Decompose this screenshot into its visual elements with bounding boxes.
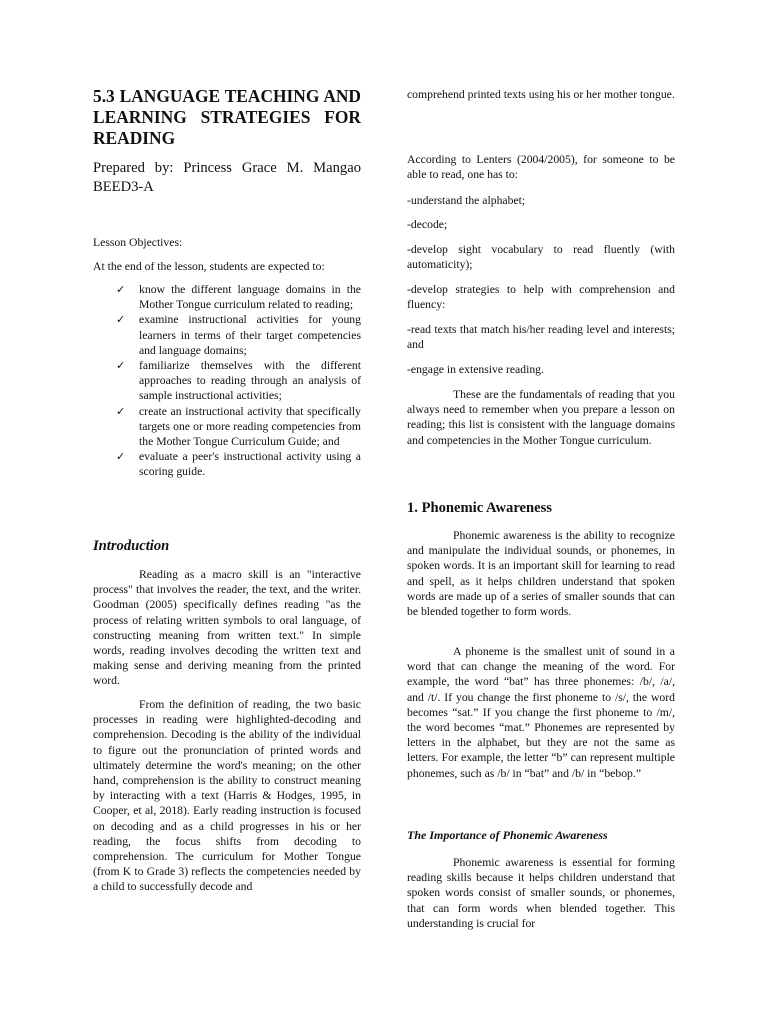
lenters-intro: According to Lenters (2004/2005), for someone to be able to read, one has to: <box>407 153 675 182</box>
phonemic-paragraph-2: A phoneme is the smallest unit of sound in a word that can change the meaning of the word. For example, the word “bat” has three phonemes: /b/, /a/, and /t/. If you change the first phoneme to /s/, the word becomes “sat.” If you change the first phoneme to /m/, the word becomes “mat.” Phonemes are represented by letters in the alphabet, but they are not the same as letters. For example, the letter “b” can represent multiple phonemes, such as /b/ in “bat” and /b/ in “bebop.” <box>407 645 675 780</box>
lenters-item: -read texts that match his/her reading level and interests; and <box>407 323 675 352</box>
lenters-item: -engage in extensive reading. <box>407 363 544 376</box>
importance-heading: The Importance of Phonemic Awareness <box>407 828 608 842</box>
list-item: ✓ evaluate a peer's instructional activity using a scoring guide. <box>116 450 361 479</box>
fundamentals-paragraph: These are the fundamentals of reading that you always need to remember when you prepare a lesson on reading; this list is consistent with the language domains and competencies in the Mother Tongue curriculum. <box>407 388 675 447</box>
checkmark-icon: ✓ <box>116 359 126 373</box>
lenters-item: -understand the alphabet; <box>407 194 526 207</box>
introduction-paragraph-2: From the definition of reading, the two basic processes in reading were highlighted-decoding and comprehension. Decoding is the ability of the individual to figure out the pronunciation of printed words and ultimately determine the word's meaning; on the other hand, comprehension is the ability to construct meaning by interacting with a text (Harris & Hodges, 1995, in Cooper, et al, 2018). Early reading instruction is focused on decoding and as a child progresses in his or her reading, the focus shifts from decoding to comprehension. The curriculum for Mother Tongue (from K to Grade 3) reflects the competencies needed by a child to successfully decode and <box>93 698 361 894</box>
list-item: ✓ know the different language domains in the Mother Tongue curriculum related to reading; <box>116 283 361 312</box>
introduction-paragraph-1: Reading as a macro skill is an "interactive process" that involves the reader, the text, and the writer. Goodman (2005) specifically defines reading "as the process of relating written symbols to oral language, of constructing meaning from written text." In simple words, reading involves decoding the written text and making sense and deriving meaning from the printed word. <box>93 568 361 688</box>
phonemic-awareness-heading: 1. Phonemic Awareness <box>407 500 552 516</box>
phonemic-paragraph-3: Phonemic awareness is essential for forming reading skills because it helps children understand that spoken words consist of smaller sounds, or phonemes, that can form words when blended together. This understanding is crucial for <box>407 856 675 930</box>
prepared-by: Prepared by: Princess Grace M. Mangao BEED3-A <box>93 160 361 195</box>
phonemic-paragraph-1: Phonemic awareness is the ability to recognize and manipulate the individual sounds, or phonemes, in spoken words. It is an important skill for learning to read and spell, as it helps children understand that spoken words are made up of a series of smaller sounds that can be blended together to form words. <box>407 529 675 619</box>
continuation-text: comprehend printed texts using his or her mother tongue. <box>407 88 675 101</box>
lenters-item: -decode; <box>407 218 448 231</box>
lenters-item: -develop sight vocabulary to read fluently (with automaticity); <box>407 243 675 272</box>
objectives-list <box>116 282 361 480</box>
document-title: 5.3 LANGUAGE TEACHING AND LEARNING STRATEGIES FOR READING <box>93 86 361 148</box>
objectives-heading: Lesson Objectives: <box>93 236 183 249</box>
introduction-heading: Introduction <box>93 538 170 554</box>
list-item: ✓ examine instructional activities for young learners in terms of their target competencies and language domains; <box>116 313 361 357</box>
lenters-item: -develop strategies to help with comprehension and fluency: <box>407 283 675 312</box>
checkmark-icon: ✓ <box>116 283 126 296</box>
list-item: ✓ create an instructional activity that specifically targets one or more reading competencies from the Mother Tongue Curriculum Guide; and <box>116 404 361 449</box>
objectives-intro: At the end of the lesson, students are expected to: <box>93 260 325 273</box>
list-item: ✓ familiarize themselves with the different approaches to reading through an analysis of sample instructional activities; <box>116 359 361 403</box>
checkmark-icon: ✓ <box>116 450 126 464</box>
checkmark-icon: ✓ <box>116 404 126 418</box>
checkmark-icon: ✓ <box>116 313 126 327</box>
